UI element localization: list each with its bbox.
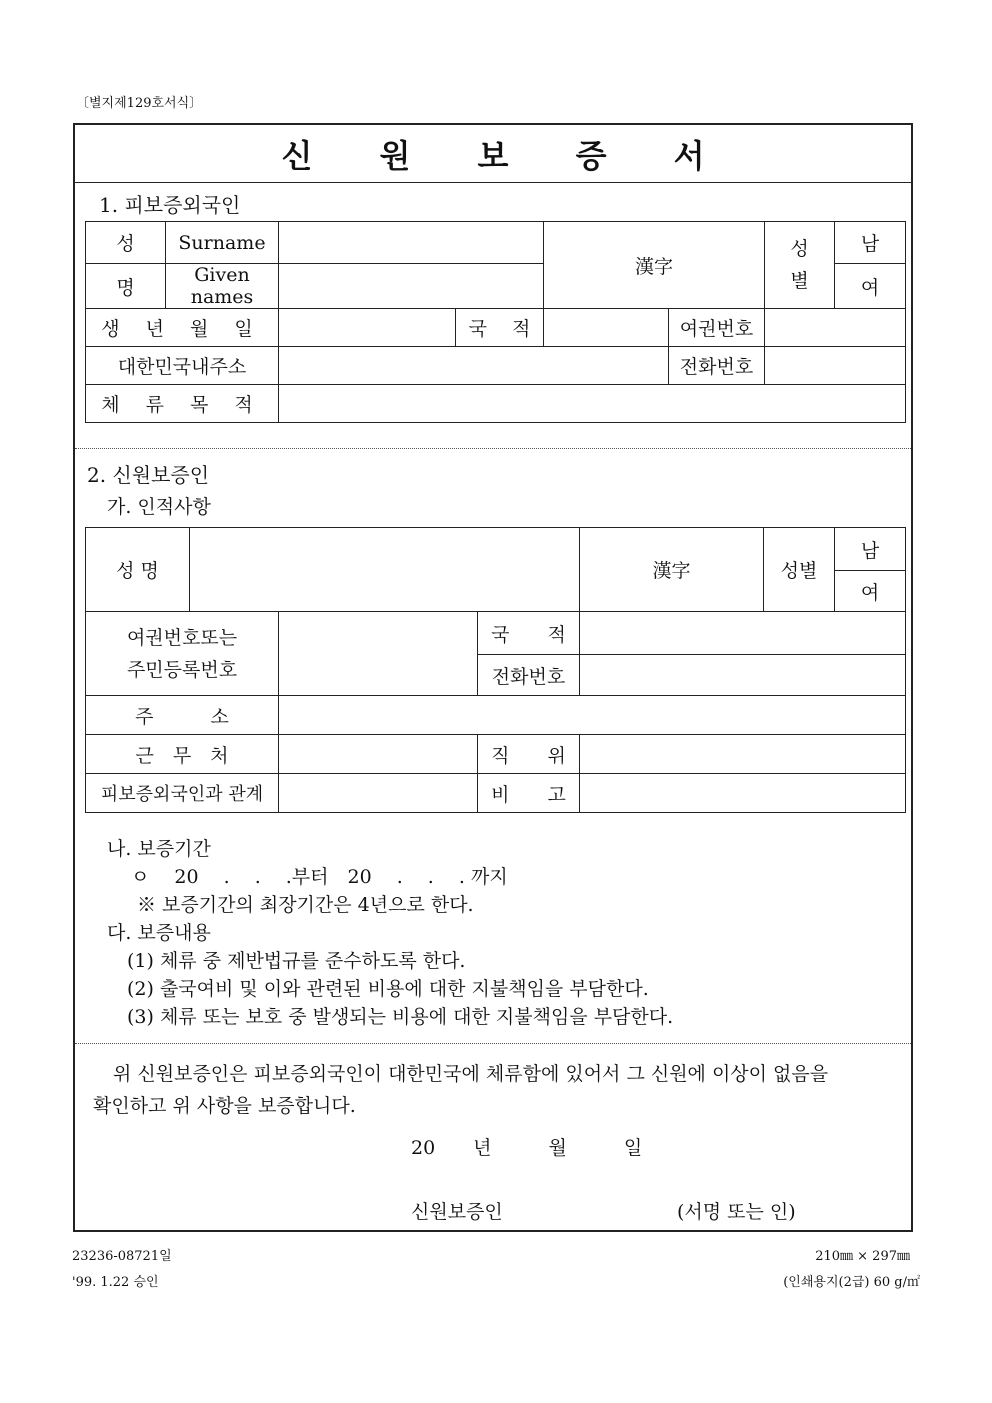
guarantor-nationality-label: 국 적 — [478, 612, 580, 655]
period-heading: 나. 보증기간 — [107, 838, 211, 860]
nationality-label: 국 적 — [456, 309, 544, 347]
purpose-label: 체 류 목 적 — [86, 385, 279, 423]
guarantor-sex-label: 성별 — [764, 528, 835, 612]
passport-label: 여권번호 — [669, 309, 765, 347]
hanja-field[interactable]: 漢字 — [544, 222, 765, 309]
id-number-label-line2: 주민등록번호 — [126, 658, 238, 681]
guarantor-address-label: 주 소 — [86, 696, 279, 735]
content-item-3: (3) 체류 또는 보호 중 발생되는 비용에 대한 지불책임을 부담한다. — [127, 1006, 674, 1028]
guarantor-table — [85, 527, 906, 813]
guarantor-male-option[interactable]: 남 — [835, 528, 906, 571]
position-label: 직 위 — [478, 735, 580, 774]
given-names-label: Given names — [166, 264, 279, 309]
guarantor-phone-label: 전화번호 — [478, 655, 580, 696]
section1-heading: 1. 피보증외국인 — [99, 193, 241, 217]
guarantor-phone-field[interactable] — [580, 655, 906, 696]
foreigner-table — [85, 221, 906, 423]
nationality-field[interactable] — [544, 309, 669, 347]
guarantor-label: 신원보증인 — [411, 1201, 503, 1223]
relation-label: 피보증외국인과 관계 — [86, 774, 279, 813]
guarantor-name-label: 성 명 — [86, 528, 190, 612]
content-heading: 다. 보증내용 — [107, 922, 211, 944]
declaration-line-1: 위 신원보증인은 피보증외국인이 대한민국에 체류함에 있어서 그 신원에 이상이 없음을 — [113, 1063, 829, 1085]
page-title: 신 원 보 증 서 — [281, 136, 733, 175]
guarantor-hanja-field[interactable]: 漢字 — [580, 528, 764, 612]
birth-date-field[interactable] — [279, 309, 456, 347]
sex-label: 성 별 — [765, 222, 835, 309]
purpose-field[interactable] — [279, 385, 906, 423]
id-number-label — [86, 612, 279, 696]
content-item-2: (2) 출국여비 및 이와 관련된 비용에 대한 지불책임을 부담한다. — [127, 978, 649, 1000]
period-note: ※ 보증기간의 최장기간은 4년으로 한다. — [137, 894, 474, 916]
remarks-field[interactable] — [580, 774, 906, 813]
section2-heading: 2. 신원보증인 — [87, 463, 210, 487]
given-names-field[interactable] — [279, 264, 544, 309]
declaration-line-2: 확인하고 위 사항을 보증합니다. — [93, 1095, 356, 1117]
phone-label: 전화번호 — [669, 347, 765, 385]
guarantor-nationality-field[interactable] — [580, 612, 906, 655]
surname-field[interactable] — [279, 222, 544, 264]
relation-field[interactable] — [279, 774, 478, 813]
surname-label: Surname — [166, 222, 279, 264]
title-row — [75, 125, 911, 183]
form-number: 〔별지제129호서식〕 — [76, 96, 203, 111]
signature-label: (서명 또는 인) — [677, 1201, 796, 1223]
id-number-label-line1: 여권번호또는 — [126, 626, 238, 649]
female-option[interactable]: 여 — [835, 264, 906, 309]
guarantor-female-option[interactable]: 여 — [835, 571, 906, 612]
address-field[interactable] — [279, 347, 669, 385]
workplace-label: 근 무 처 — [86, 735, 279, 774]
personal-info-heading: 가. 인적사항 — [107, 496, 211, 518]
declaration-divider — [75, 1043, 911, 1044]
surname-char: 성 — [86, 222, 166, 264]
birth-date-label: 생 년 월 일 — [86, 309, 279, 347]
name-char: 명 — [86, 264, 166, 309]
address-label: 대한민국내주소 — [86, 347, 279, 385]
paper-size: 210㎜ × 297㎜ — [815, 1249, 910, 1264]
male-option[interactable]: 남 — [835, 222, 906, 264]
form-code: 23236-08721일 — [72, 1249, 172, 1264]
section-divider — [75, 448, 911, 449]
approval-date: '99. 1.22 승인 — [72, 1275, 159, 1290]
guarantor-address-field[interactable] — [279, 696, 906, 735]
period-line: ㅇ 20 . . .부터 20 . . . 까지 — [131, 866, 508, 888]
paper-spec: (인쇄용지(2급) 60 g/㎡ — [783, 1275, 920, 1290]
remarks-label: 비 고 — [478, 774, 580, 813]
id-number-field[interactable] — [279, 612, 478, 696]
passport-field[interactable] — [765, 309, 906, 347]
workplace-field[interactable] — [279, 735, 478, 774]
guarantor-name-field[interactable] — [190, 528, 580, 612]
position-field[interactable] — [580, 735, 906, 774]
form-frame — [73, 123, 913, 1232]
declaration-date: 20 년 월 일 — [411, 1137, 643, 1159]
content-item-1: (1) 체류 중 제반법규를 준수하도록 한다. — [127, 950, 466, 972]
phone-field[interactable] — [765, 347, 906, 385]
